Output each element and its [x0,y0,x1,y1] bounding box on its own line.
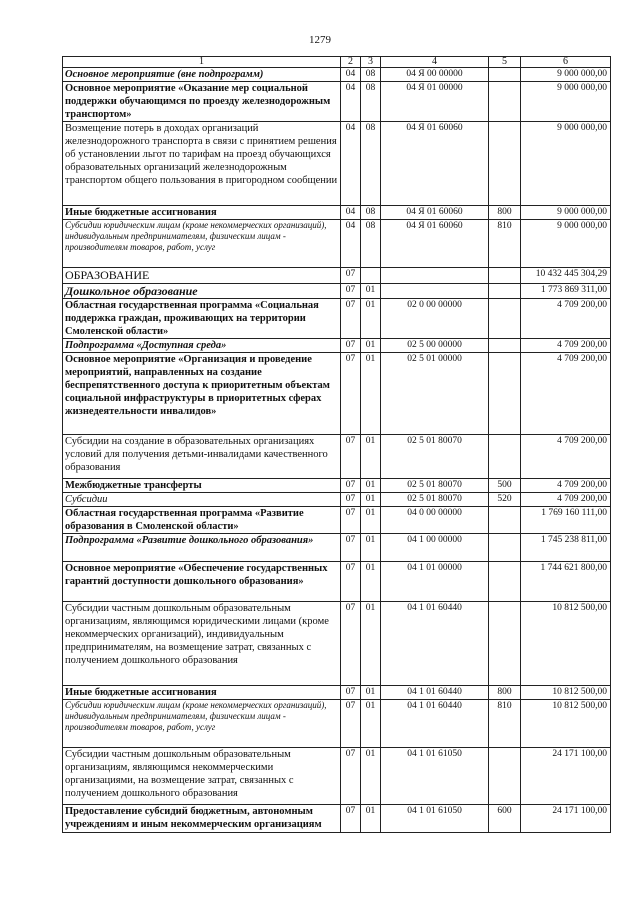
row-expense-type [489,68,521,82]
table-row [63,493,611,507]
row-name: Предоставление субсидий бюджетным, автономным учреждениям и иным некоммерческим организациям [63,805,341,833]
row-subsection: 08 [361,122,381,206]
row-expense-type [489,339,521,353]
row-target-article: 04 1 01 61050 [381,805,489,833]
row-target-article: 04 Я 01 00000 [381,82,489,122]
row-name: Иные бюджетные ассигнования [63,206,341,220]
row-subsection: 01 [361,686,381,700]
header-col-expense-type: 5 [489,57,521,68]
row-name: Субсидии юридическим лицам (кроме некоммерческих организаций), индивидуальным предпринимателям, физическим лицам - производителям товаров, работ, услуг [63,700,341,748]
row-name: Подпрограмма «Доступная среда» [63,339,341,353]
row-subsection: 01 [361,284,381,299]
table-row [63,686,611,700]
row-target-article: 04 Я 00 00000 [381,68,489,82]
row-subsection: 01 [361,534,381,562]
row-subsection: 01 [361,700,381,748]
row-expense-type: 810 [489,220,521,268]
row-expense-type [489,534,521,562]
row-amount: 4 709 200,00 [521,493,611,507]
table-row [63,805,611,833]
table-row [63,284,611,299]
table-row [63,122,611,206]
row-target-article: 04 1 01 61050 [381,748,489,805]
row-amount: 10 812 500,00 [521,700,611,748]
table-row [63,435,611,479]
table-row [63,602,611,686]
row-subsection: 01 [361,435,381,479]
row-name: Субсидии юридическим лицам (кроме некоммерческих организаций), индивидуальным предпринимателям, физическим лицам - производителям товаров, работ, услуг [63,220,341,268]
table-row [63,339,611,353]
row-amount: 1 745 238 811,00 [521,534,611,562]
row-subsection: 01 [361,479,381,493]
row-amount: 4 709 200,00 [521,353,611,435]
row-name: Областная государственная программа «Развитие образования в Смоленской области» [63,507,341,534]
row-expense-type [489,748,521,805]
row-amount: 9 000 000,00 [521,68,611,82]
row-subsection: 01 [361,562,381,602]
row-subsection: 08 [361,206,381,220]
table-row [63,534,611,562]
row-target-article: 04 Я 01 60060 [381,220,489,268]
row-section: 07 [341,686,361,700]
row-target-article: 02 5 01 80070 [381,479,489,493]
table-row [63,206,611,220]
row-subsection [361,268,381,284]
table-row [63,562,611,602]
row-name: Субсидии на создание в образовательных организациях условий для получения детьми-инвалидами качественного образования [63,435,341,479]
row-subsection: 08 [361,220,381,268]
row-section: 07 [341,339,361,353]
row-amount: 9 000 000,00 [521,82,611,122]
budget-table [62,56,611,833]
row-amount: 10 432 445 304,29 [521,268,611,284]
row-section: 07 [341,507,361,534]
row-subsection: 01 [361,493,381,507]
row-name: Возмещение потерь в доходах организаций железнодорожного транспорта в связи с принятием решения об установлении льгот по тарифам на проезд обучающихся образовательных организаций железнодорожным транспортом общего пользования в пригородном сообщении [63,122,341,206]
row-subsection: 01 [361,805,381,833]
row-subsection: 01 [361,748,381,805]
budget-table-container [62,56,610,833]
row-expense-type [489,268,521,284]
row-target-article: 02 5 01 00000 [381,353,489,435]
row-section: 07 [341,602,361,686]
row-name: Иные бюджетные ассигнования [63,686,341,700]
row-section: 07 [341,284,361,299]
row-expense-type: 520 [489,493,521,507]
row-amount: 9 000 000,00 [521,220,611,268]
row-expense-type [489,82,521,122]
row-section: 04 [341,82,361,122]
table-row [63,68,611,82]
row-amount: 4 709 200,00 [521,339,611,353]
header-col-target-article: 4 [381,57,489,68]
row-section: 07 [341,493,361,507]
row-target-article: 04 Я 01 60060 [381,206,489,220]
table-body [63,68,611,833]
row-subsection: 01 [361,353,381,435]
table-row [63,220,611,268]
row-amount: 10 812 500,00 [521,602,611,686]
row-name: Основное мероприятие «Оказание мер социальной поддержки обучающимся по проезду железнодорожным транспортом» [63,82,341,122]
row-section: 07 [341,700,361,748]
row-target-article [381,268,489,284]
row-name: Дошкольное образование [63,284,341,299]
row-amount: 9 000 000,00 [521,206,611,220]
row-target-article [381,284,489,299]
row-target-article: 04 1 00 00000 [381,534,489,562]
row-amount: 4 709 200,00 [521,479,611,493]
row-expense-type [489,562,521,602]
header-col-amount: 6 [521,57,611,68]
table-row [63,507,611,534]
row-expense-type [489,284,521,299]
row-target-article: 02 5 00 00000 [381,339,489,353]
row-name: Субсидии частным дошкольным образовательным организациям, являющимся юридическими лицами (кроме некоммерческих организаций), индивидуальным предпринимателям, на возмещение затрат, связанных с получением дошкольного образования [63,602,341,686]
row-expense-type: 500 [489,479,521,493]
row-section: 07 [341,299,361,339]
row-expense-type [489,507,521,534]
row-name: Субсидии [63,493,341,507]
row-section: 07 [341,268,361,284]
row-target-article: 04 1 01 60440 [381,700,489,748]
header-col-section: 2 [341,57,361,68]
row-amount: 4 709 200,00 [521,299,611,339]
row-name: ОБРАЗОВАНИЕ [63,268,341,284]
row-expense-type [489,435,521,479]
row-name: Основное мероприятие (вне подпрограмм) [63,68,341,82]
table-row [63,353,611,435]
header-col-name: 1 [63,57,341,68]
row-section: 07 [341,534,361,562]
row-section: 04 [341,122,361,206]
page-number: 1279 [309,34,331,46]
row-amount: 24 171 100,00 [521,805,611,833]
row-expense-type: 800 [489,686,521,700]
row-subsection: 01 [361,602,381,686]
row-expense-type: 800 [489,206,521,220]
row-amount: 1 773 869 311,00 [521,284,611,299]
table-row [63,479,611,493]
row-section: 07 [341,479,361,493]
row-target-article: 02 0 00 00000 [381,299,489,339]
row-expense-type [489,602,521,686]
row-section: 04 [341,220,361,268]
row-section: 04 [341,68,361,82]
row-subsection: 01 [361,507,381,534]
row-amount: 1 769 160 111,00 [521,507,611,534]
row-subsection: 01 [361,299,381,339]
row-section: 07 [341,805,361,833]
row-expense-type [489,353,521,435]
row-target-article: 04 1 01 60440 [381,602,489,686]
row-target-article: 04 1 01 00000 [381,562,489,602]
row-section: 07 [341,748,361,805]
row-expense-type: 810 [489,700,521,748]
table-row [63,299,611,339]
row-section: 07 [341,353,361,435]
table-row [63,748,611,805]
row-section: 07 [341,562,361,602]
header-col-subsection: 3 [361,57,381,68]
row-section: 07 [341,435,361,479]
row-target-article: 04 0 00 00000 [381,507,489,534]
row-name: Субсидии частным дошкольным образовательным организациям, являющимся некоммерческими организациями, на возмещение затрат, связанных с получением дошкольного образования [63,748,341,805]
row-amount: 10 812 500,00 [521,686,611,700]
row-amount: 9 000 000,00 [521,122,611,206]
row-amount: 24 171 100,00 [521,748,611,805]
row-amount: 1 744 621 800,00 [521,562,611,602]
table-row [63,700,611,748]
row-name: Областная государственная программа «Социальная поддержка граждан, проживающих на территории Смоленской области» [63,299,341,339]
row-target-article: 04 Я 01 60060 [381,122,489,206]
row-subsection: 01 [361,339,381,353]
table-row [63,82,611,122]
row-target-article: 02 5 01 80070 [381,435,489,479]
table-row [63,268,611,284]
row-section: 04 [341,206,361,220]
row-expense-type [489,122,521,206]
row-target-article: 04 1 01 60440 [381,686,489,700]
row-subsection: 08 [361,82,381,122]
row-amount: 4 709 200,00 [521,435,611,479]
row-expense-type [489,299,521,339]
header-row [63,57,611,68]
row-expense-type: 600 [489,805,521,833]
row-name: Основное мероприятие «Обеспечение государственных гарантий доступности дошкольного образования» [63,562,341,602]
row-name: Основное мероприятие «Организация и проведение мероприятий, направленных на создание беспрепятственного доступа к приоритетным объектам социальной инфраструктуры в приоритетных сферах жизнедеятельности инвалидов» [63,353,341,435]
row-subsection: 08 [361,68,381,82]
row-name: Межбюджетные трансферты [63,479,341,493]
row-name: Подпрограмма «Развитие дошкольного образования» [63,534,341,562]
row-target-article: 02 5 01 80070 [381,493,489,507]
